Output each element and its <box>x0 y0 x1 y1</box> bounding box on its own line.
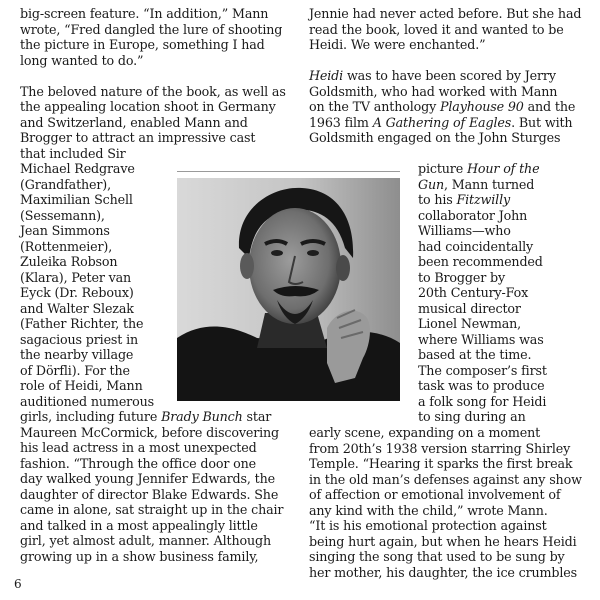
right-column-bottom-line: her mother, his daughter, the ice crumbles <box>309 564 578 580</box>
right-column-wrap-line: The composer’s first <box>418 362 547 378</box>
left-column-line: Maureen McCormick, before discovering <box>20 424 280 440</box>
right-column-top-line: Goldsmith, who had worked with Mann <box>309 83 558 99</box>
left-column-line: the picture in Europe, something I had <box>20 37 265 52</box>
right-column-wrap-line: a folk song for Heidi <box>418 393 547 409</box>
right-column-top-line: read the book, loved it and wanted to be <box>309 21 564 37</box>
photo-top-rule <box>177 171 400 172</box>
right-column-top-line: Heidi. We were enchanted.” <box>309 37 486 52</box>
right-column-wrap-line: been recommended <box>418 254 543 269</box>
left-column-line: and Switzerland, enabled Mann and <box>20 114 248 130</box>
right-column-top-line: Goldsmith engaged on the John Sturges <box>309 130 561 145</box>
right-column-wrap-line: to sing during an <box>418 409 526 424</box>
right-column-wrap-line: musical director <box>418 300 521 316</box>
right-column-wrap-line: Williams—who <box>418 223 511 238</box>
right-column-wrap-line: Gun, Mann turned <box>418 176 535 192</box>
right-column-wrap-line: to his Fitzwilly <box>418 192 510 207</box>
right-column-bottom-line: in the old man’s defenses against any show <box>309 471 582 487</box>
left-column-line: that included Sir <box>20 145 126 161</box>
right-column-wrap-line: had coincidentally <box>418 238 534 254</box>
left-column-line: of Dörfli). For the <box>20 362 130 378</box>
right-column-wrap-line: collaborator John <box>418 207 528 223</box>
right-column-wrap-line: to Brogger by <box>418 269 505 285</box>
right-column-wrap-line: where Williams was <box>418 331 544 347</box>
left-column-line: Zuleika Robson <box>20 254 118 269</box>
left-column-line: the appealing location shoot in Germany <box>20 99 276 114</box>
right-column-top-line: Heidi was to have been scored by Jerry <box>309 68 556 83</box>
right-column-wrap-line: picture Hour of the <box>418 161 540 176</box>
left-column-line: Jean Simmons <box>20 223 110 238</box>
left-column-line: role of Heidi, Mann <box>20 378 143 393</box>
left-column-line: and Walter Slezak <box>20 300 134 316</box>
left-column-line: Michael Redgrave <box>20 161 135 176</box>
left-column-line: girls, including future Brady Bunch star <box>20 409 272 424</box>
left-column-line: long wanted to do.” <box>20 52 144 68</box>
left-column-line: The beloved nature of the book, as well as <box>20 83 286 99</box>
right-column-wrap-line: Lionel Newman, <box>418 316 522 331</box>
right-column-bottom-line: Temple. “Hearing it sparks the first break <box>309 456 573 471</box>
right-column-top-line: on the TV anthology Playhouse 90 and the <box>309 99 576 114</box>
left-column-line: (Sessemann), <box>20 207 105 223</box>
left-column-line: his lead actress in a most unexpected <box>20 440 257 455</box>
right-column-bottom-line: of affection or emotional involvement of <box>309 487 561 502</box>
left-column-line: Eyck (Dr. Reboux) <box>20 285 134 300</box>
left-column-line: (Father Richter, the <box>20 316 144 331</box>
left-column-line: came in alone, sat straight up in the chair <box>20 502 284 517</box>
right-column-wrap-line: 20th Century-Fox <box>418 285 529 300</box>
left-column-line: daughter of director Blake Edwards. She <box>20 486 279 502</box>
left-column-line: auditioned numerous <box>20 393 154 409</box>
left-column-line: sagacious priest in <box>20 331 139 347</box>
right-column-wrap-line: task was to produce <box>418 378 545 393</box>
left-column-line: big-screen feature. “In addition,” Mann <box>20 6 269 21</box>
right-column-bottom-line: early scene, expanding on a moment <box>309 425 541 440</box>
portrait-photo <box>177 178 400 401</box>
right-column-bottom-line: “It is his emotional protection against <box>309 518 547 533</box>
left-column-line: and talked in a most appealingly little <box>20 517 258 533</box>
left-column-line: fashion. “Through the office door one <box>20 455 257 471</box>
right-column-bottom-line: singing the song that used to be sung by <box>309 549 565 564</box>
right-column-top-line: Jennie had never acted before. But she had <box>309 6 582 21</box>
left-column-line: wrote, “Fred dangled the lure of shooting <box>20 21 283 37</box>
left-column-line: Maximilian Schell <box>20 192 133 207</box>
left-column-line: the nearby village <box>20 347 134 362</box>
left-column-line: girl, yet almost adult, manner. Although <box>20 533 271 548</box>
right-column-bottom-line: from 20th’s 1938 version starring Shirley <box>309 440 571 456</box>
left-column-line: (Klara), Peter van <box>20 269 132 285</box>
page-number: 6 <box>14 577 22 591</box>
left-column-line: growing up in a show business family, <box>20 548 259 564</box>
right-column-wrap-line: based at the time. <box>418 347 532 362</box>
left-column-line: (Grandfather), <box>20 176 111 192</box>
left-column-line: Brogger to attract an impressive cast <box>20 130 256 145</box>
right-column-top-line: 1963 film A Gathering of Eagles. But with <box>309 114 573 130</box>
left-column-line: day walked young Jennifer Edwards, the <box>20 471 275 486</box>
right-column-bottom-line: being hurt again, but when he hears Heidi <box>309 533 577 549</box>
right-column-bottom-line: any kind with the child,” wrote Mann. <box>309 502 548 518</box>
left-column-line: (Rottenmeier), <box>20 238 113 254</box>
